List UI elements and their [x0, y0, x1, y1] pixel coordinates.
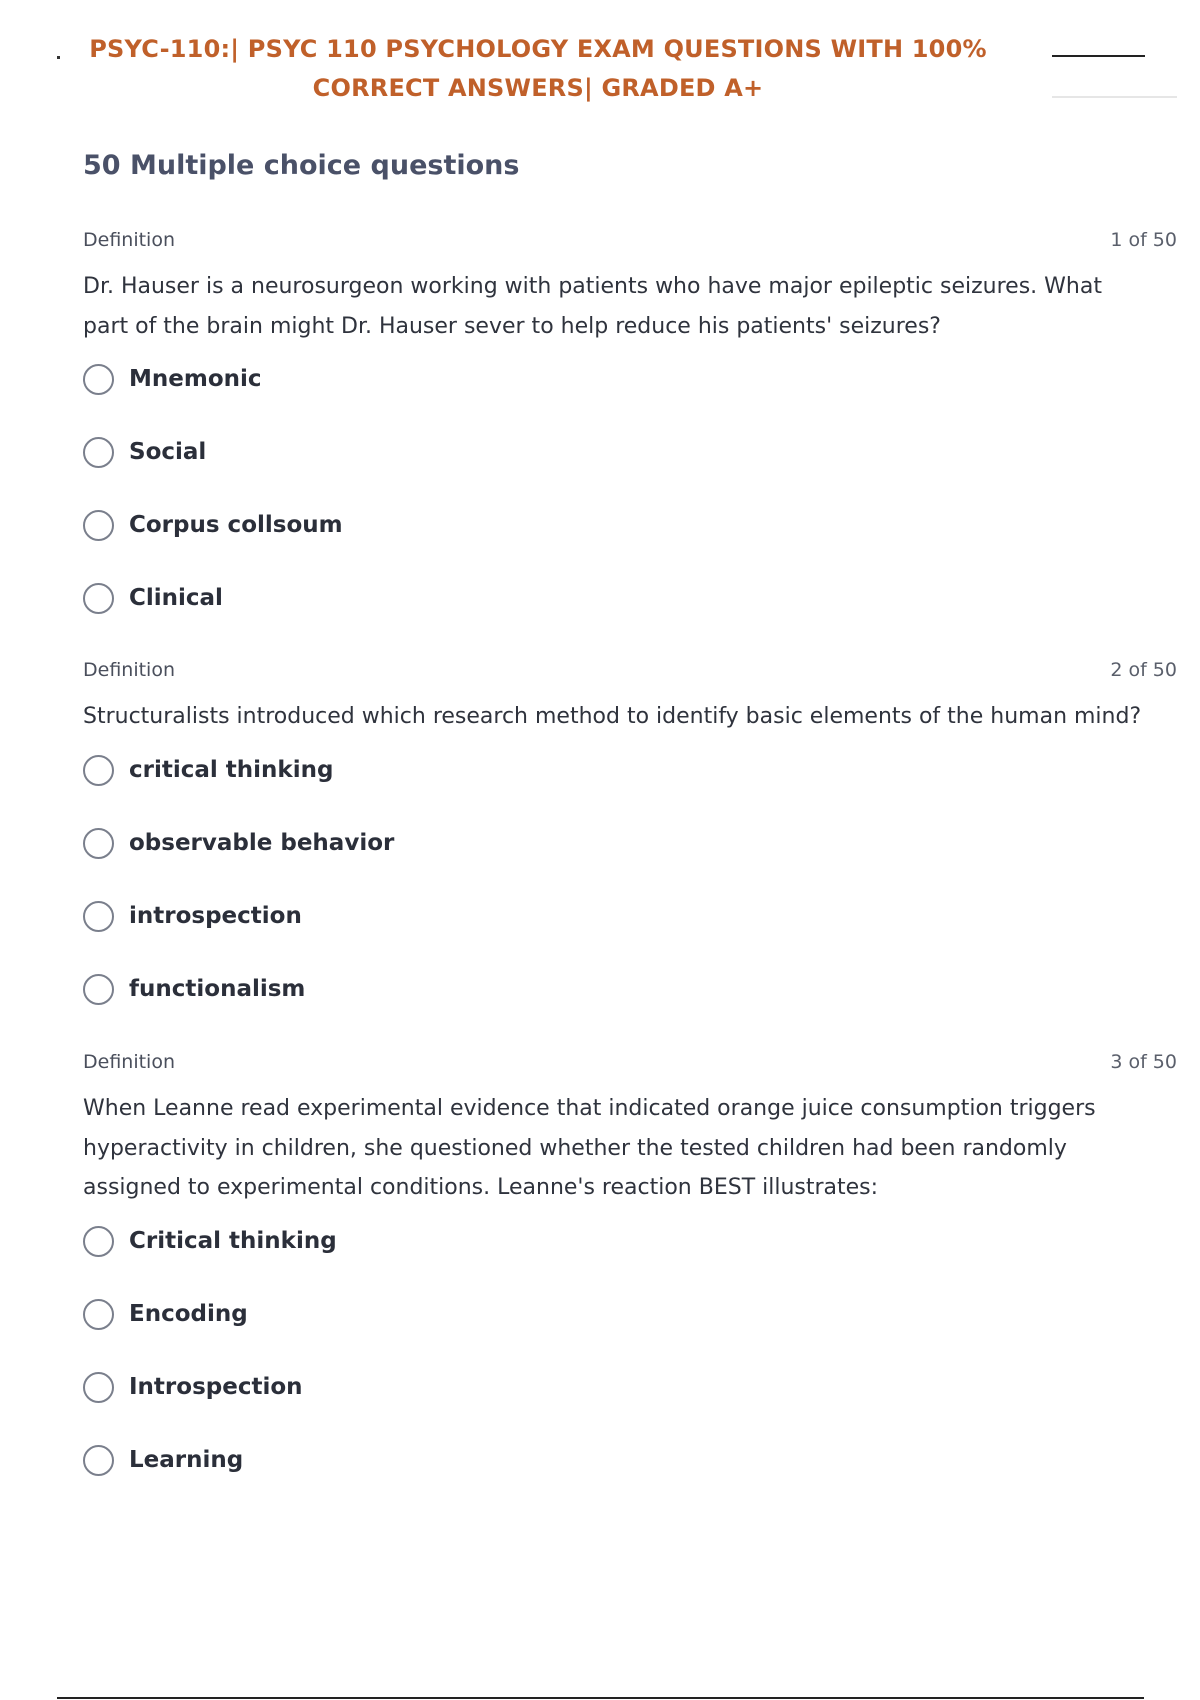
answer-option[interactable]: [83, 755, 1177, 828]
radio-circle-icon[interactable]: [83, 1226, 114, 1257]
question-text: When Leanne read experimental evidence that indicated orange juice consumption triggers hyperactivity in children, she questioned whether the tested children had been randomly assigned to experimental conditions. Leanne's reaction BEST illustrates:: [83, 1096, 1096, 1200]
header-rule-light: [1052, 96, 1177, 98]
answer-option-label: Corpus collsoum: [129, 512, 343, 538]
question-counter: 2 of 50: [1110, 659, 1177, 681]
answer-option[interactable]: [83, 1299, 1177, 1372]
answer-option-label: functionalism: [129, 975, 306, 1002]
question-counter: 3 of 50: [1110, 1051, 1177, 1073]
radio-circle-icon[interactable]: [83, 583, 114, 614]
radio-circle-icon[interactable]: [83, 1445, 114, 1476]
radio-circle-icon[interactable]: [83, 828, 114, 859]
answer-option[interactable]: [83, 1372, 1177, 1445]
answer-options: [83, 1226, 1177, 1518]
document-title-line-2: CORRECT ANSWERS| GRADED A+: [312, 74, 764, 102]
answer-options: [83, 364, 1177, 656]
answer-option-label: introspection: [129, 902, 302, 929]
header-rule: [1052, 55, 1145, 57]
answer-option[interactable]: [83, 437, 1177, 510]
answer-option[interactable]: [83, 901, 1177, 974]
radio-circle-icon[interactable]: [83, 364, 114, 395]
title-dot: [57, 56, 60, 59]
document-title: [68, 30, 1008, 108]
answer-option-label: observable behavior: [129, 829, 395, 856]
radio-circle-icon[interactable]: [83, 755, 114, 786]
question-type: Definition: [83, 659, 176, 681]
answer-option[interactable]: [83, 1226, 1177, 1299]
answer-option[interactable]: [83, 364, 1177, 437]
set-heading: 50 Multiple choice questions: [83, 150, 520, 181]
answer-option-label: Clinical: [129, 585, 223, 611]
question-text: Dr. Hauser is a neurosurgeon working with patients who have major epileptic seizures. What part of the brain might Dr. Hauser sever to help reduce his patients' seizures?: [83, 274, 1102, 339]
radio-circle-icon[interactable]: [83, 1299, 114, 1330]
question-text: Structuralists introduced which research method to identify basic elements of the human mind?: [83, 704, 1142, 729]
question-header: [83, 1051, 1177, 1077]
question-counter: 1 of 50: [1110, 229, 1177, 251]
answer-option-label: Encoding: [129, 1300, 248, 1327]
answer-option-label: Learning: [129, 1446, 244, 1473]
answer-option-label: Critical thinking: [129, 1227, 337, 1254]
question-header: [83, 229, 1177, 255]
question-card: [83, 1051, 1177, 1518]
question-card: [83, 659, 1177, 1047]
answer-option[interactable]: [83, 510, 1177, 583]
question-header: [83, 659, 1177, 685]
document-title-line-1: PSYC-110:| PSYC 110 PSYCHOLOGY EXAM QUESTIONS WITH 100%: [89, 35, 987, 63]
answer-option-label: Social: [129, 439, 207, 465]
answer-option-label: Introspection: [129, 1373, 303, 1400]
answer-option[interactable]: [83, 1445, 1177, 1518]
question-card: [83, 229, 1177, 656]
answer-option-label: Mnemonic: [129, 366, 262, 392]
radio-circle-icon[interactable]: [83, 1372, 114, 1403]
radio-circle-icon[interactable]: [83, 901, 114, 932]
footer-rule: [57, 1697, 1144, 1699]
question-type: Definition: [83, 1051, 176, 1073]
answer-option[interactable]: [83, 583, 1177, 656]
answer-option-label: critical thinking: [129, 756, 334, 783]
answer-option[interactable]: [83, 974, 1177, 1047]
answer-option[interactable]: [83, 828, 1177, 901]
answer-options: [83, 755, 1177, 1047]
radio-circle-icon[interactable]: [83, 510, 114, 541]
question-type: Definition: [83, 229, 176, 251]
radio-circle-icon[interactable]: [83, 437, 114, 468]
radio-circle-icon[interactable]: [83, 974, 114, 1005]
